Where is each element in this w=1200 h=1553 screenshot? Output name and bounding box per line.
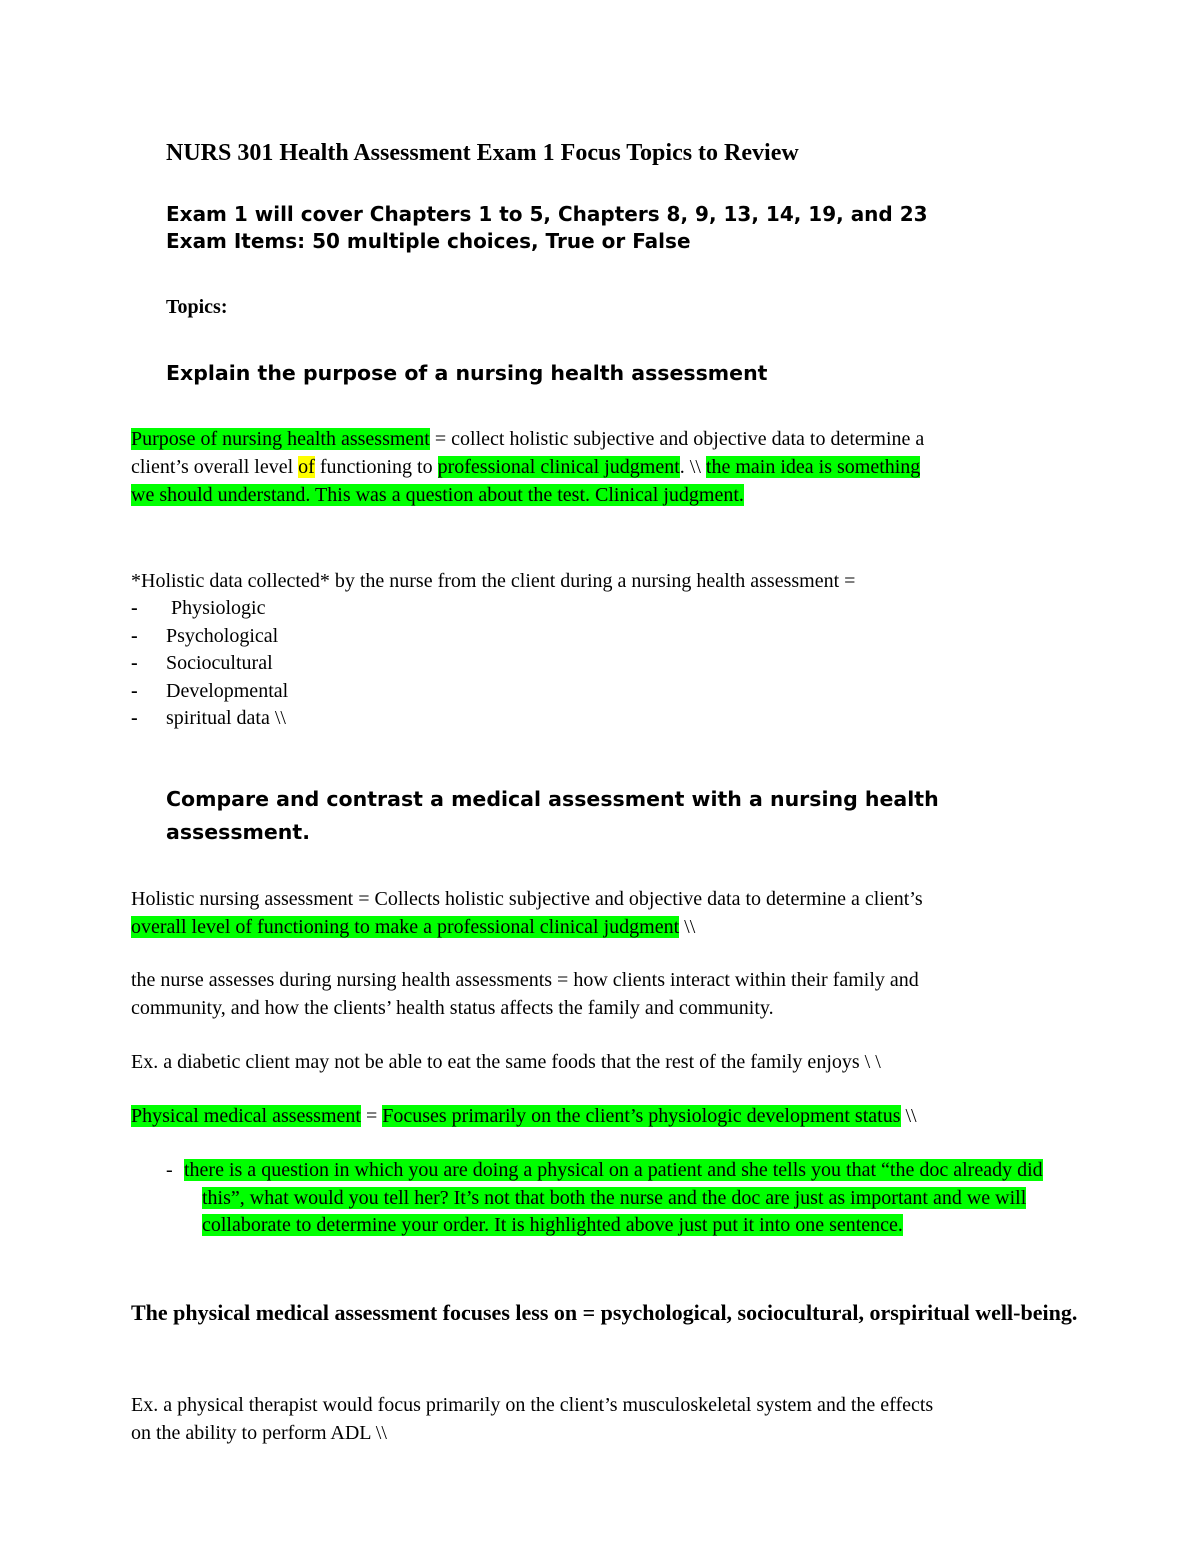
list-item [131,623,855,651]
physical-focus-statement: The physical medical assessment focuses less on = psychological, sociocultural, orspiritual well-being. [131,1300,1078,1325]
document-title: NURS 301 Health Assessment Exam 1 Focus Topics to Review [166,140,799,166]
nurse-assesses-line-1: the nurse assesses during nursing health assessments = how clients interact within their family and [131,969,919,991]
holistic-nursing-suffix: \\ [679,916,696,938]
highlight-of: of [298,456,315,478]
section1-heading: Explain the purpose of a nursing health assessment [166,361,768,385]
highlight-clinical-judgment: professional clinical judgment [437,456,680,478]
holistic-nursing-line-1: Holistic nursing assessment = Collects holistic subjective and objective data to determine a client’s [131,888,923,910]
purpose-definition: = collect holistic subjective and objective data to determine a [429,428,925,450]
list-dash: - [131,624,138,647]
highlight-overall-level: overall level of functioning to make a professional clinical judgment [131,916,680,938]
exam-items: Exam Items: 50 multiple choices, True or False [166,229,691,253]
highlight-purpose-label: Purpose of nursing health assessment [131,428,430,450]
exam-info [166,201,928,255]
highlight-exam-question: there is a question in which you are doing a physical on a patient and she tells you that “the doc already did this”, what would you tell her? It’s not that both the nurse and the doc are just as important and we will collaborate to determine your order. It is highlighted above just put it into one sentence. [184,1159,1043,1236]
purpose-line-1 [131,425,924,453]
physical-medical-suffix: \\ [900,1105,917,1127]
purpose-text-c: client’s overall level [131,456,299,478]
list-dash: - [166,1159,173,1181]
holistic-intro: *Holistic data collected* by the nurse from the client during a nursing health assessment = [131,570,856,592]
purpose-line-3 [131,481,924,509]
physical-therapist-example [131,1391,933,1447]
list-item [131,650,855,678]
therapist-line-2: on the ability to perform ADL \\ [131,1422,387,1444]
list-item-text: Sociocultural [166,652,273,674]
list-dash: - [131,597,138,619]
list-item-text: spiritual data \\ [166,707,286,729]
therapist-line-1: Ex. a physical therapist would focus primarily on the client’s musculoskeletal system and the effects [131,1394,934,1416]
nurse-assesses-paragraph [131,966,919,1022]
list-item [131,595,855,623]
holistic-data-block [131,567,855,733]
holistic-nursing-paragraph [131,885,923,941]
list-item [131,678,855,706]
highlight-main-idea: the main idea is something [705,456,921,478]
list-item-text: Physiologic [166,597,266,619]
nurse-assesses-line-2: community, and how the clients’ health status affects the family and community. [131,997,774,1019]
highlight-physiologic-focus: Focuses primarily on the client’s physiologic development status [382,1105,901,1127]
list-item-text: Psychological [166,624,279,647]
purpose-text-g: . \\ [679,456,706,478]
list-item [131,705,855,733]
purpose-text-e: functioning to [314,456,438,478]
purpose-line-2 [131,453,924,481]
list-dash: - [131,652,138,674]
list-item-text: Developmental [166,679,289,702]
physical-medical-paragraph [131,1102,917,1130]
exam-coverage: Exam 1 will cover Chapters 1 to 5, Chapters 8, 9, 13, 14, 19, and 23 [166,202,928,226]
section1-purpose-paragraph [131,425,924,509]
highlight-understand-note: we should understand. This was a question about the test. Clinical judgment. [131,484,744,506]
holistic-nursing-line-2 [131,913,923,941]
list-dash: - [131,679,138,702]
highlight-physical-medical: Physical medical assessment [131,1105,361,1127]
exam-question-note [166,1157,1061,1240]
holistic-data-list [131,595,855,733]
list-dash: - [131,707,138,729]
physical-medical-equals: = [360,1105,383,1127]
diabetic-example: Ex. a diabetic client may not be able to eat the same foods that the rest of the family enjoys \ \ [131,1051,881,1073]
topics-label: Topics: [166,296,228,318]
section2-heading: Compare and contrast a medical assessment with a nursing health assessment. [166,787,939,844]
